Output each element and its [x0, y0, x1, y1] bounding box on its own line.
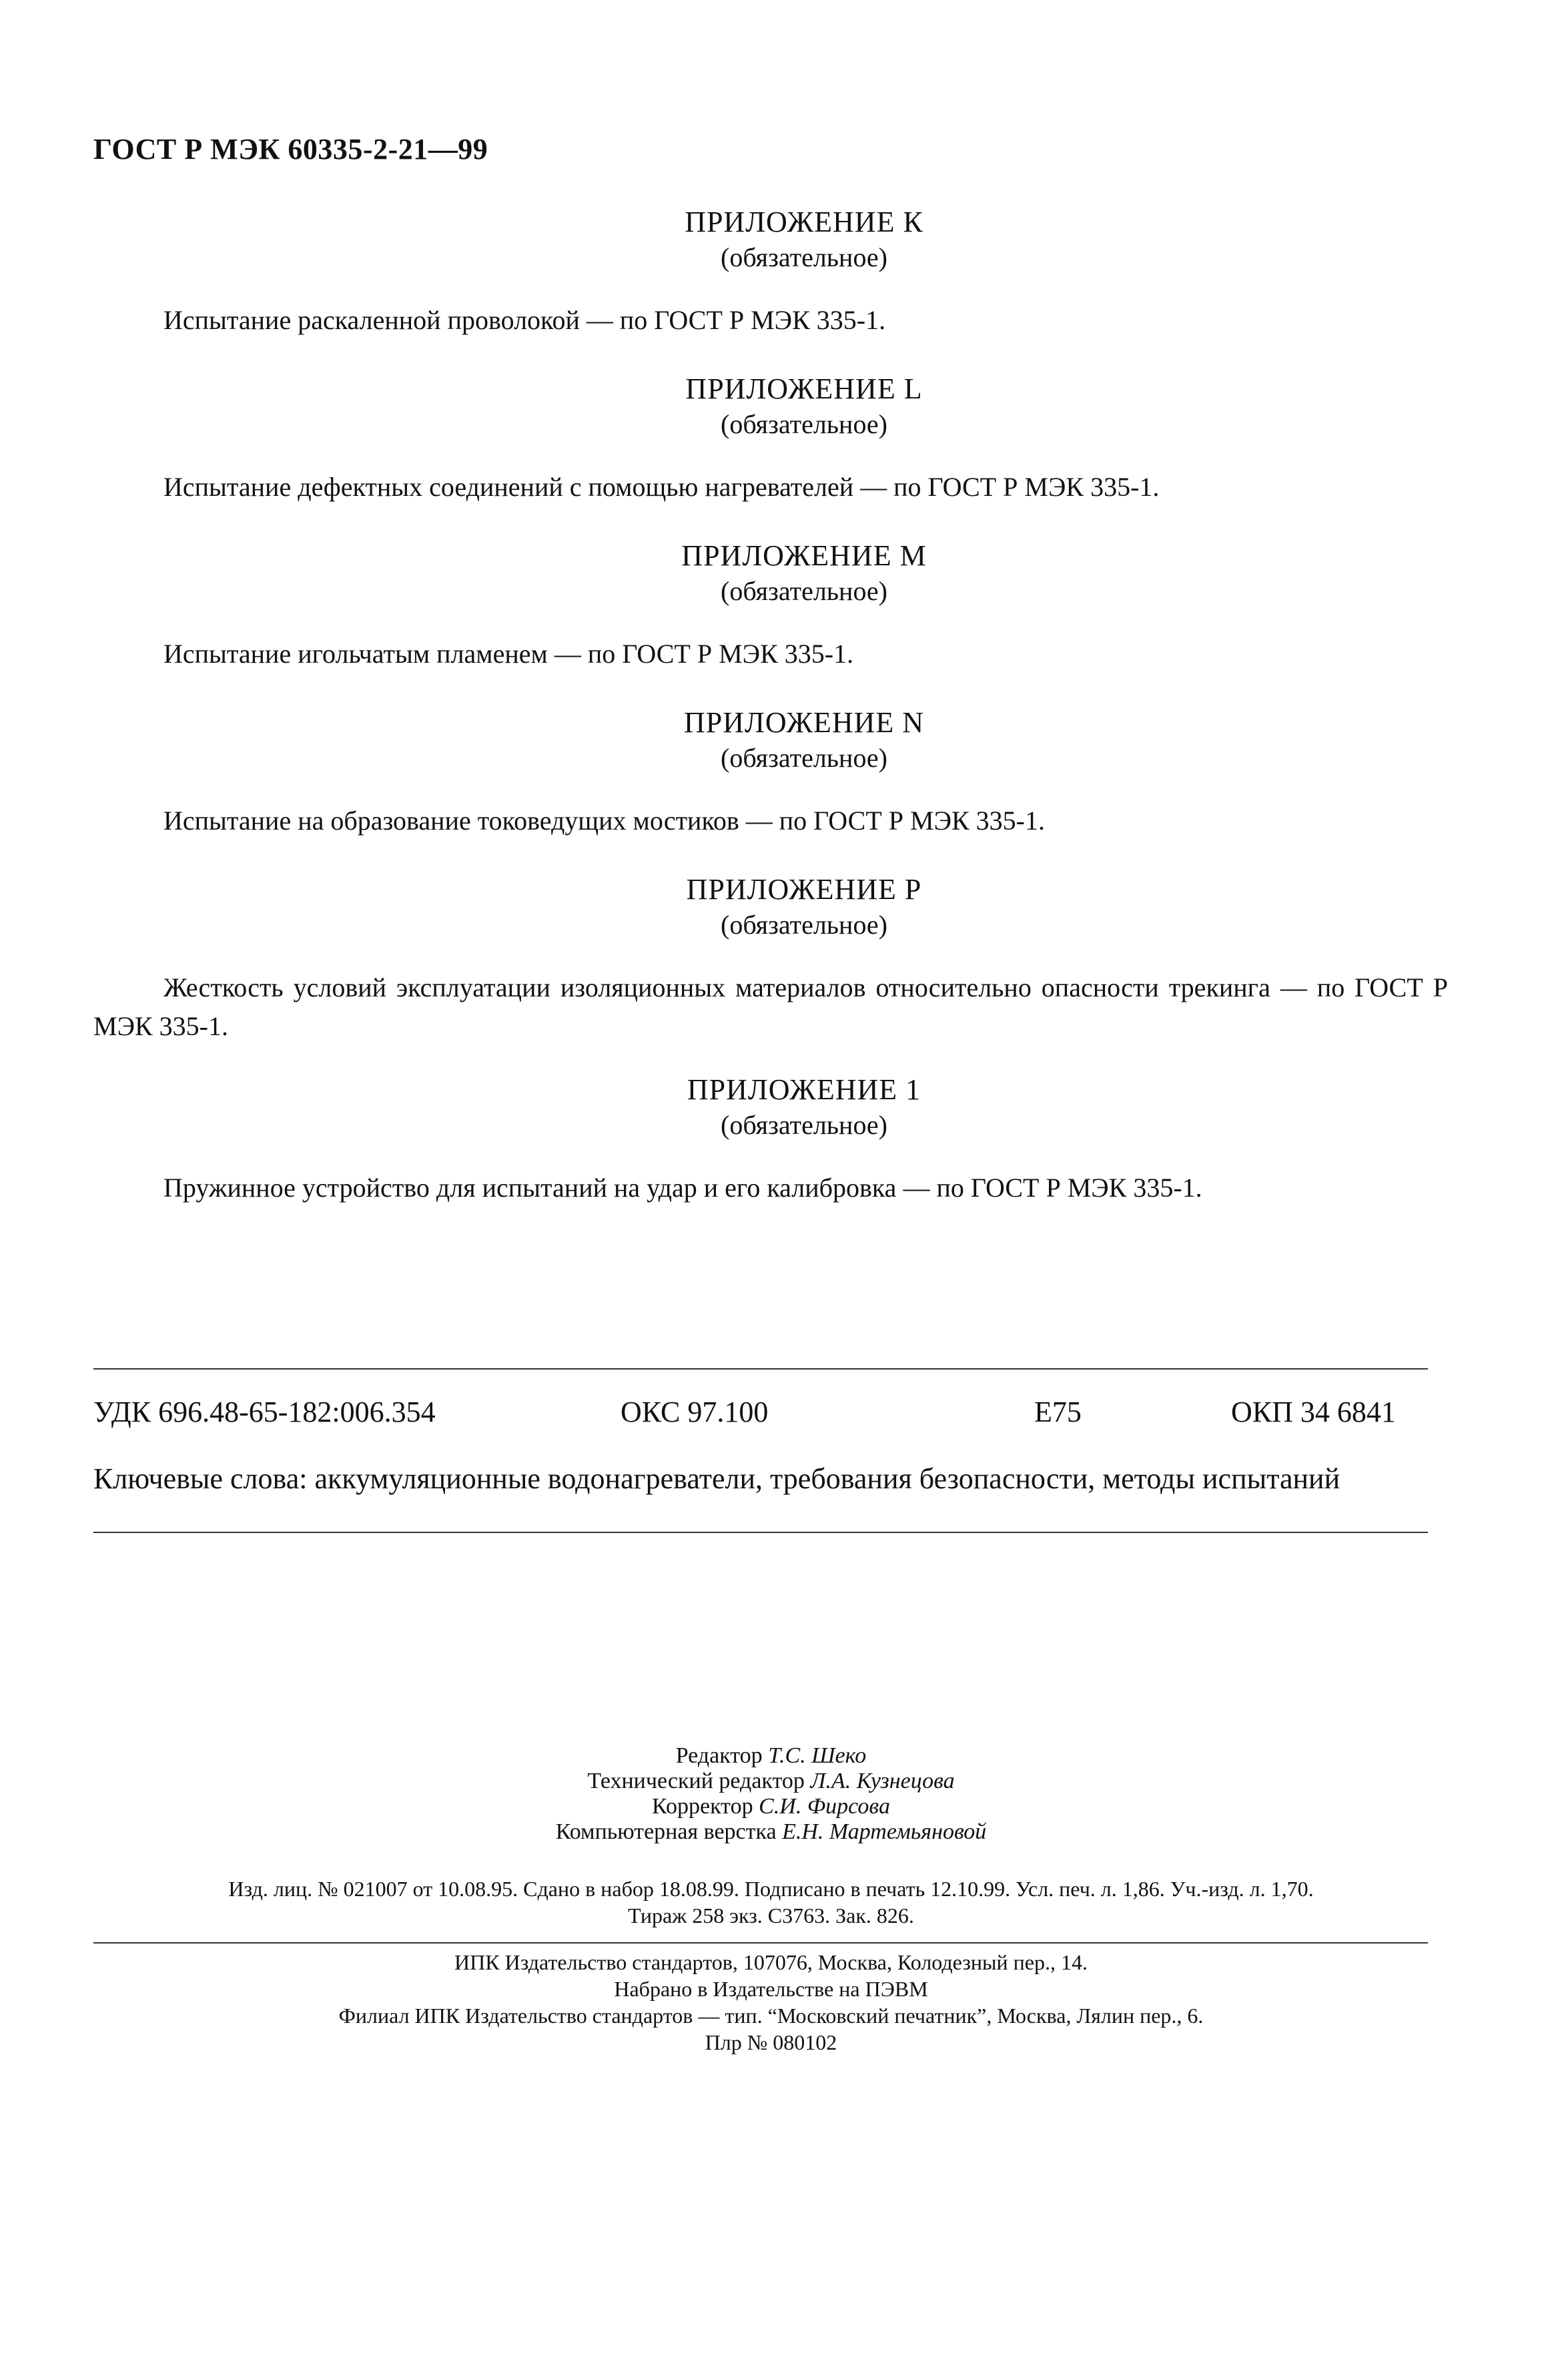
annex-text: Пружинное устройство для испытаний на удар и его калибровка — по ГОСТ Р МЭК 335-1. — [163, 1173, 1202, 1203]
annex-status: (обязательное) — [721, 242, 887, 272]
layout-line — [0, 1819, 1542, 1845]
print-info-line-1: Изд. лиц. № 021007 от 10.08.95. Сдано в набор 18.08.99. Подписано в печать 12.10.99. Усл. печ. л. 1,86. Уч.-изд. л. 1,70. — [228, 1877, 1314, 1901]
divider-bottom — [93, 1532, 1428, 1533]
annex-title: ПРИЛОЖЕНИЕ N — [683, 706, 925, 739]
divider-imprint — [93, 1942, 1428, 1944]
corrector-line — [0, 1794, 1542, 1819]
tech-editor-label: Технический редактор — [587, 1769, 805, 1793]
annex-status: (обязательное) — [721, 910, 887, 940]
annex-title: ПРИЛОЖЕНИЕ М — [681, 539, 927, 572]
tech-editor-line — [0, 1769, 1542, 1794]
annex-title: ПРИЛОЖЕНИЕ К — [685, 206, 923, 238]
corrector-label: Корректор — [652, 1794, 753, 1819]
annex-text: Испытание дефектных соединений с помощью нагревателей — по ГОСТ Р МЭК 335-1. — [163, 472, 1160, 502]
annex-status: (обязательное) — [721, 576, 887, 606]
imprint-line-3: Филиал ИПК Издательство стандартов — тип. “Московский печатник”, Москва, Лялин пер., 6. — [338, 2004, 1204, 2028]
classification-row — [93, 1395, 1428, 1435]
annex-1 — [93, 1071, 1448, 1207]
group-code: Е75 — [1034, 1396, 1082, 1428]
oks-code: ОКС 97.100 — [621, 1396, 769, 1428]
annex-n — [93, 704, 1448, 840]
divider-top — [93, 1368, 1428, 1370]
annex-title: ПРИЛОЖЕНИЕ Р — [686, 873, 922, 906]
imprint-line-4: Плр № 080102 — [705, 2030, 837, 2054]
print-info-block — [0, 1875, 1542, 1929]
print-info-line-2: Тираж 258 экз. С3763. Зак. 826. — [628, 1903, 914, 1927]
annex-k — [93, 204, 1448, 340]
udk-code: УДК 696.48-65-182:006.354 — [93, 1396, 436, 1428]
layout-label: Компьютерная верстка — [555, 1819, 777, 1844]
editor-label: Редактор — [675, 1743, 763, 1768]
annex-m — [93, 537, 1448, 673]
corrector-name: С.И. Фирсова — [759, 1794, 890, 1819]
annex-status: (обязательное) — [721, 743, 887, 773]
annex-text: Испытание на образование токоведущих мостиков — по ГОСТ Р МЭК 335-1. — [163, 806, 1045, 836]
editor-name: Т.С. Шеко — [768, 1743, 867, 1768]
annex-status: (обязательное) — [721, 409, 887, 439]
annex-p — [93, 871, 1448, 1046]
annex-text: Испытание раскаленной проволокой — по ГОСТ Р МЭК 335-1. — [163, 305, 886, 335]
editor-line — [0, 1743, 1542, 1769]
imprint-line-1: ИПК Издательство стандартов, 107076, Москва, Колодезный пер., 14. — [454, 1950, 1088, 1974]
imprint-line-2: Набрано в Издательстве на ПЭВМ — [614, 1977, 928, 2001]
tech-editor-name: Л.А. Кузнецова — [810, 1769, 955, 1793]
annex-title: ПРИЛОЖЕНИЕ 1 — [687, 1073, 921, 1106]
annex-status: (обязательное) — [721, 1110, 887, 1140]
annex-l — [93, 370, 1448, 507]
annex-text: Испытание игольчатым пламенем — по ГОСТ Р МЭК 335-1. — [163, 639, 854, 669]
okp-code: ОКП 34 6841 — [1231, 1396, 1396, 1428]
annex-text: Жесткость условий эксплуатации изоляционных материалов относительно опасности трекинга — по ГОСТ Р МЭК 335-1. — [93, 972, 1448, 1041]
layout-name: Е.Н. Мартемьяновой — [782, 1819, 987, 1844]
annex-title: ПРИЛОЖЕНИЕ L — [685, 372, 923, 405]
credits-block — [0, 1743, 1542, 1845]
imprint-block — [0, 1949, 1542, 2056]
standard-code: ГОСТ Р МЭК 60335-2-21—99 — [93, 133, 488, 166]
keywords-line: Ключевые слова: аккумуляционные водонагреватели, требования безопасности, методы испытаний — [93, 1462, 1340, 1495]
